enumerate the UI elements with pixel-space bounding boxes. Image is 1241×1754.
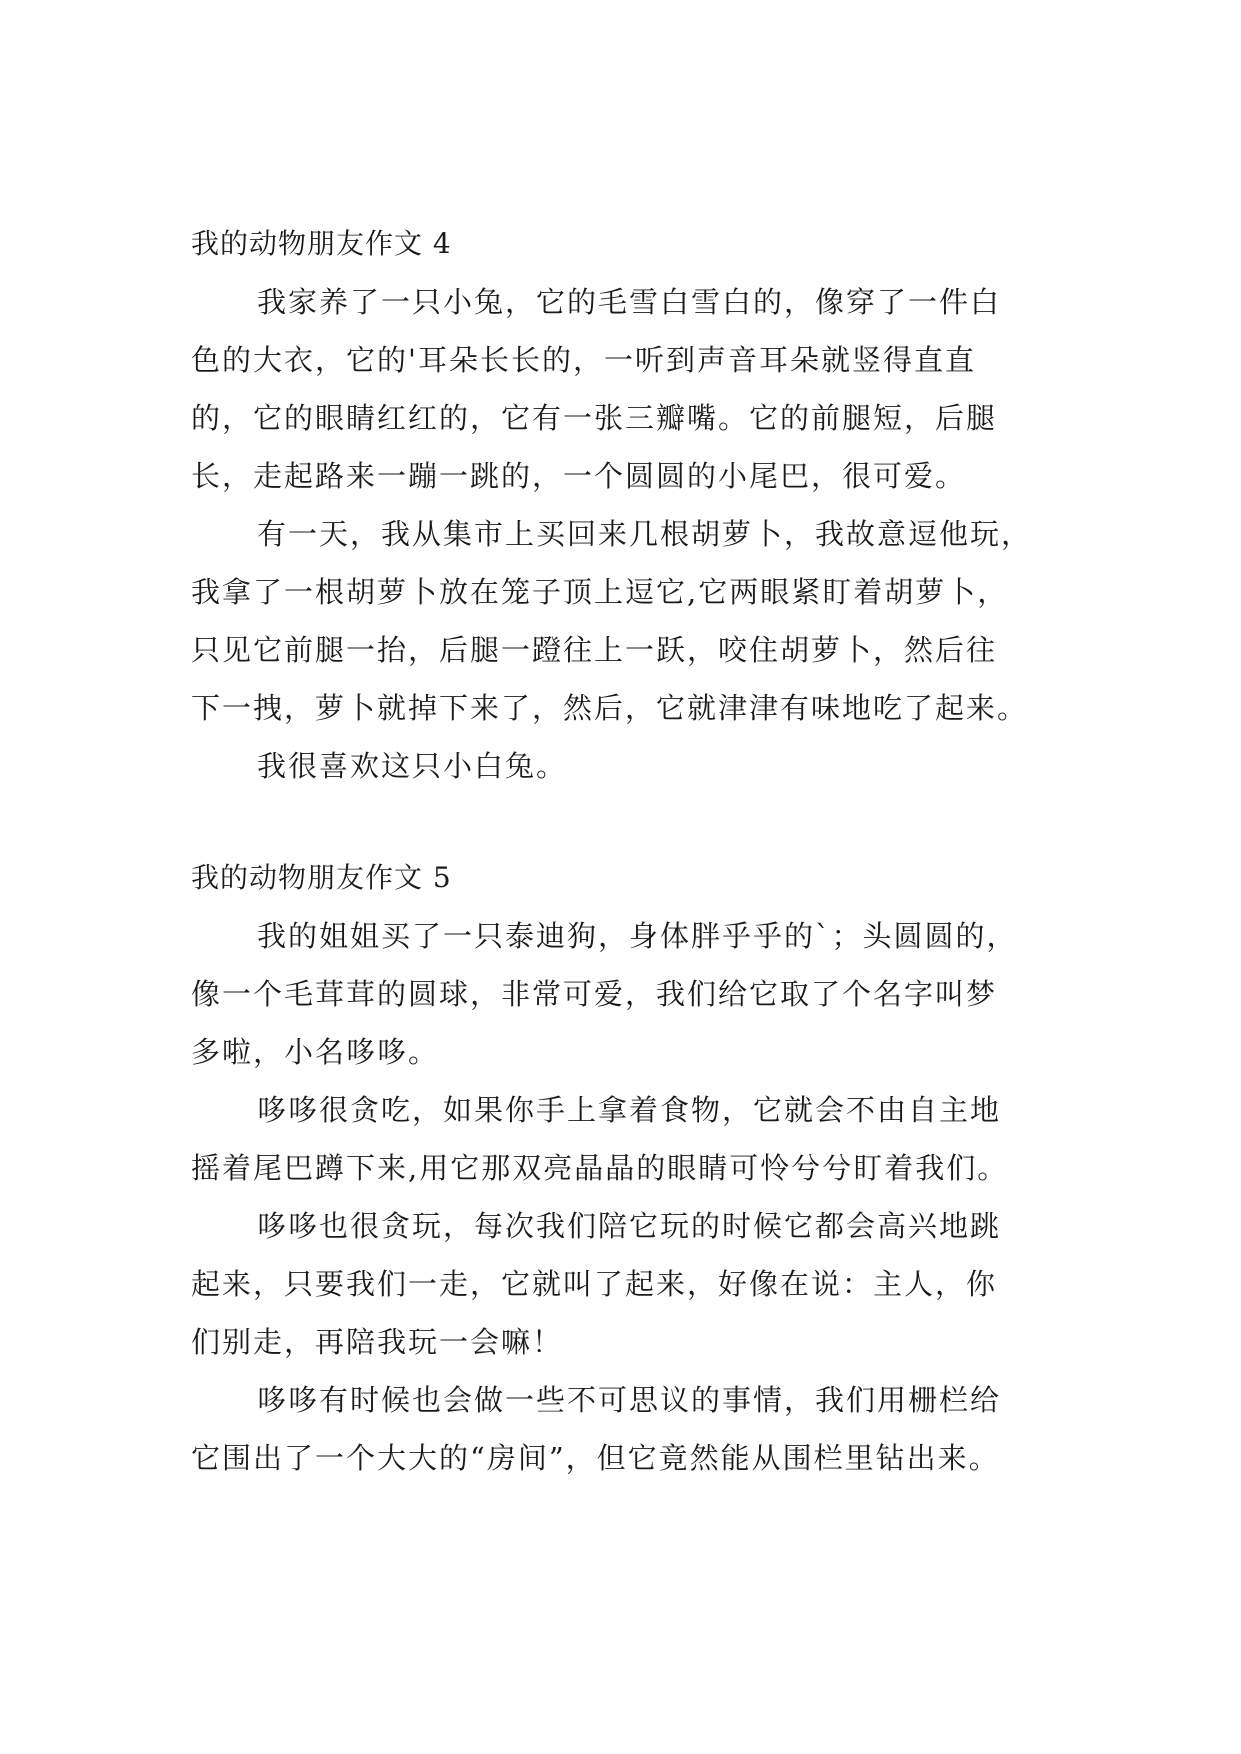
paragraph-line: 多啦，小名哆哆。 (191, 1035, 440, 1069)
paragraph-line: 我拿了一根胡萝卜放在笼子顶上逗它,它两眼紧盯着胡萝卜， (191, 575, 1009, 609)
essay-section-4 (191, 224, 1051, 264)
section-title: 我的动物朋友作文 4 (191, 227, 452, 260)
paragraph-line: 哆哆也很贪玩，每次我们陪它玩的时候它都会高兴地跳 (257, 1209, 1002, 1243)
paragraph-line: 我的姐姐买了一只泰迪狗，身体胖乎乎的`；头圆圆的， (257, 919, 1018, 953)
paragraph-line: 像一个毛茸茸的圆球，非常可爱，我们给它取了个名字叫梦 (191, 977, 998, 1011)
section-title: 我的动物朋友作文 5 (191, 861, 452, 894)
paragraph-line: 们别走，再陪我玩一会嘛！ (191, 1325, 564, 1359)
paragraph-line: 我家养了一只小兔，它的毛雪白雪白的，像穿了一件白 (257, 285, 1002, 319)
paragraph-line: 长，走起路来一蹦一跳的，一个圆圆的小尾巴，很可爱。 (191, 459, 967, 493)
paragraph-line: 下一拽，萝卜就掉下来了，然后，它就津津有味地吃了起来。 (191, 691, 1029, 725)
paragraph-line: 哆哆有时候也会做一些不可思议的事情，我们用栅栏给 (257, 1383, 1002, 1417)
paragraph-line: 起来，只要我们一走，它就叫了起来，好像在说：主人，你 (191, 1267, 998, 1301)
paragraph-line: 只见它前腿一抬，后腿一蹬往上一跃，咬住胡萝卜，然后往 (191, 633, 998, 667)
essay-body-5 (191, 916, 1051, 1516)
essay-section-5 (191, 858, 1051, 898)
paragraph-line: 有一天，我从集市上买回来几根胡萝卜，我故意逗他玩， (257, 517, 1033, 551)
paragraph-line: 的，它的眼睛红红的，它有一张三瓣嘴。它的前腿短，后腿 (191, 401, 998, 435)
paragraph-line: 色的大衣，它的'耳朵长长的，一听到声音耳朵就竖得直直 (191, 343, 976, 377)
paragraph-line: 我很喜欢这只小白兔。 (257, 749, 568, 783)
essay-body-4 (191, 282, 1051, 783)
paragraph-line: 哆哆很贪吃，如果你手上拿着食物，它就会不由自主地 (257, 1093, 1002, 1127)
paragraph-line: 它围出了一个大大的“房间”，但它竟然能从围栏里钻出来。 (191, 1441, 1000, 1475)
paragraph-line: 摇着尾巴蹲下来,用它那双亮晶晶的眼睛可怜兮兮盯着我们。 (191, 1151, 1009, 1185)
